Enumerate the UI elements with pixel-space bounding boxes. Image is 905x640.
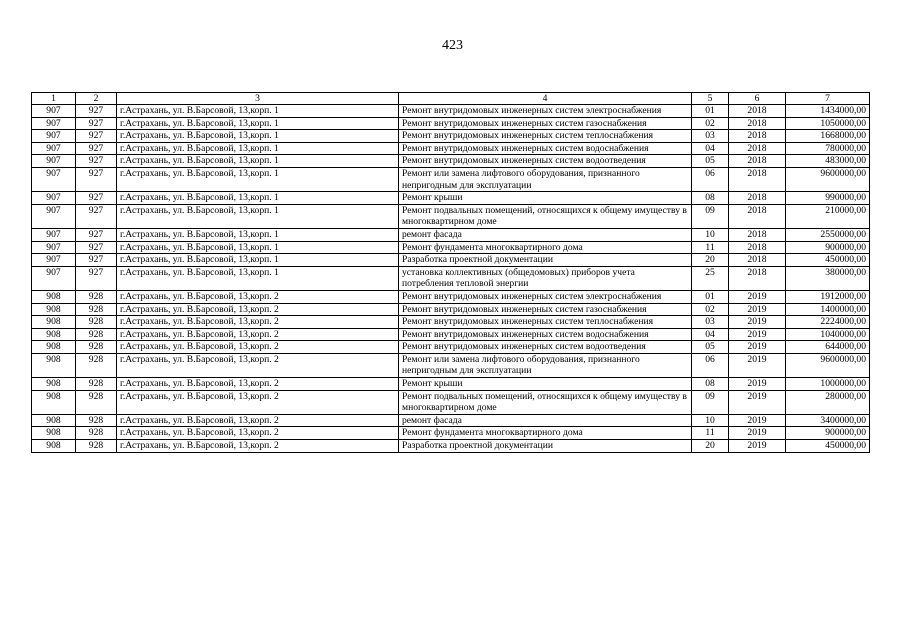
work-code-cell: 08 [692,192,729,205]
row-number-cell: 907 [32,192,76,205]
work-type-cell: Ремонт фундамента многоквартирного дома [399,241,692,254]
address-cell: г.Астрахань, ул. В.Барсовой, 13,корп. 1 [117,167,399,191]
row-number-cell: 907 [32,105,76,118]
address-cell: г.Астрахань, ул. В.Барсовой, 13,корп. 1 [117,142,399,155]
house-id-cell: 927 [76,155,117,168]
row-number-cell: 907 [32,142,76,155]
table-row [32,241,870,254]
work-code-cell: 02 [692,303,729,316]
table-row [32,192,870,205]
work-code-cell: 10 [692,414,729,427]
address-cell: г.Астрахань, ул. В.Барсовой, 13,корп. 2 [117,414,399,427]
cost-cell: 9600000,00 [786,353,870,377]
year-cell: 2019 [729,290,786,303]
cost-cell: 483000,00 [786,155,870,168]
work-code-cell: 06 [692,353,729,377]
address-cell: г.Астрахань, ул. В.Барсовой, 13,корп. 2 [117,316,399,329]
work-type-cell: Ремонт или замена лифтового оборудования, признанного непригодным для эксплуатации [399,167,692,191]
cost-cell: 1668000,00 [786,130,870,143]
table-row [32,142,870,155]
row-number-cell: 908 [32,414,76,427]
table-row [32,316,870,329]
table-row [32,254,870,267]
table-row [32,204,870,228]
column-header: 5 [692,93,729,105]
year-cell: 2018 [729,204,786,228]
row-number-cell: 907 [32,228,76,241]
cost-cell: 280000,00 [786,390,870,414]
cost-cell: 450000,00 [786,254,870,267]
column-header: 6 [729,93,786,105]
work-code-cell: 05 [692,155,729,168]
work-type-cell: Ремонт внутридомовых инженерных систем газоснабжения [399,303,692,316]
work-type-cell: ремонт фасада [399,228,692,241]
year-cell: 2019 [729,341,786,354]
work-code-cell: 09 [692,390,729,414]
year-cell: 2018 [729,142,786,155]
row-number-cell: 908 [32,427,76,440]
cost-cell: 9600000,00 [786,167,870,191]
cost-cell: 900000,00 [786,427,870,440]
row-number-cell: 908 [32,378,76,391]
table-row [32,228,870,241]
year-cell: 2018 [729,130,786,143]
address-cell: г.Астрахань, ул. В.Барсовой, 13,корп. 1 [117,241,399,254]
year-cell: 2019 [729,427,786,440]
works-table [31,92,870,453]
work-code-cell: 09 [692,204,729,228]
row-number-cell: 908 [32,328,76,341]
row-number-cell: 908 [32,341,76,354]
work-type-cell: Ремонт внутридомовых инженерных систем водоотведения [399,155,692,168]
house-id-cell: 928 [76,390,117,414]
house-id-cell: 928 [76,303,117,316]
address-cell: г.Астрахань, ул. В.Барсовой, 13,корп. 1 [117,192,399,205]
work-type-cell: Ремонт подвальных помещений, относящихся к общему имуществу в многоквартирном доме [399,390,692,414]
house-id-cell: 927 [76,192,117,205]
table-row [32,390,870,414]
work-code-cell: 04 [692,328,729,341]
house-id-cell: 927 [76,117,117,130]
work-code-cell: 06 [692,167,729,191]
work-code-cell: 03 [692,130,729,143]
cost-cell: 990000,00 [786,192,870,205]
year-cell: 2019 [729,414,786,427]
cost-cell: 780000,00 [786,142,870,155]
row-number-cell: 908 [32,316,76,329]
year-cell: 2018 [729,167,786,191]
table-row [32,266,870,290]
row-number-cell: 908 [32,303,76,316]
row-number-cell: 907 [32,130,76,143]
work-type-cell: Ремонт внутридомовых инженерных систем водоснабжения [399,142,692,155]
cost-cell: 2224000,00 [786,316,870,329]
row-number-cell: 908 [32,390,76,414]
work-type-cell: установка коллективных (общедомовых) приборов учета потребления тепловой энергии [399,266,692,290]
cost-cell: 1434000,00 [786,105,870,118]
column-header: 3 [117,93,399,105]
table-body [32,105,870,453]
work-type-cell: Разработка проектной документации [399,440,692,453]
house-id-cell: 927 [76,204,117,228]
house-id-cell: 927 [76,266,117,290]
house-id-cell: 927 [76,241,117,254]
work-code-cell: 05 [692,341,729,354]
year-cell: 2019 [729,440,786,453]
work-type-cell: Ремонт внутридомовых инженерных систем водоотведения [399,341,692,354]
row-number-cell: 907 [32,167,76,191]
address-cell: г.Астрахань, ул. В.Барсовой, 13,корп. 1 [117,117,399,130]
cost-cell: 1912000,00 [786,290,870,303]
house-id-cell: 927 [76,130,117,143]
table-row [32,155,870,168]
row-number-cell: 907 [32,155,76,168]
year-cell: 2018 [729,241,786,254]
cost-cell: 380000,00 [786,266,870,290]
house-id-cell: 928 [76,427,117,440]
house-id-cell: 928 [76,290,117,303]
address-cell: г.Астрахань, ул. В.Барсовой, 13,корп. 2 [117,427,399,440]
year-cell: 2018 [729,192,786,205]
work-code-cell: 25 [692,266,729,290]
address-cell: г.Астрахань, ул. В.Барсовой, 13,корп. 1 [117,266,399,290]
work-type-cell: Ремонт или замена лифтового оборудования, признанного непригодным для эксплуатации [399,353,692,377]
house-id-cell: 927 [76,167,117,191]
work-code-cell: 02 [692,117,729,130]
house-id-cell: 928 [76,414,117,427]
work-type-cell: Ремонт внутридомовых инженерных систем водоснабжения [399,328,692,341]
house-id-cell: 928 [76,353,117,377]
work-code-cell: 01 [692,290,729,303]
work-type-cell: Ремонт крыши [399,378,692,391]
year-cell: 2019 [729,328,786,341]
year-cell: 2019 [729,378,786,391]
row-number-cell: 907 [32,117,76,130]
address-cell: г.Астрахань, ул. В.Барсовой, 13,корп. 2 [117,440,399,453]
cost-cell: 210000,00 [786,204,870,228]
row-number-cell: 908 [32,353,76,377]
work-type-cell: Ремонт внутридомовых инженерных систем электроснабжения [399,290,692,303]
table-row [32,353,870,377]
address-cell: г.Астрахань, ул. В.Барсовой, 13,корп. 2 [117,378,399,391]
house-id-cell: 927 [76,105,117,118]
house-id-cell: 928 [76,316,117,329]
address-cell: г.Астрахань, ул. В.Барсовой, 13,корп. 2 [117,328,399,341]
work-code-cell: 20 [692,440,729,453]
table-row [32,378,870,391]
house-id-cell: 928 [76,378,117,391]
work-type-cell: Ремонт внутридомовых инженерных систем электроснабжения [399,105,692,118]
house-id-cell: 928 [76,328,117,341]
table-row [32,414,870,427]
house-id-cell: 927 [76,254,117,267]
work-type-cell: Ремонт подвальных помещений, относящихся к общему имуществу в многоквартирном доме [399,204,692,228]
table-row [32,328,870,341]
year-cell: 2018 [729,266,786,290]
work-code-cell: 04 [692,142,729,155]
column-header: 2 [76,93,117,105]
address-cell: г.Астрахань, ул. В.Барсовой, 13,корп. 1 [117,204,399,228]
work-type-cell: Ремонт внутридомовых инженерных систем теплоснабжения [399,130,692,143]
cost-cell: 450000,00 [786,440,870,453]
table-row [32,303,870,316]
table-row [32,427,870,440]
work-code-cell: 11 [692,241,729,254]
year-cell: 2018 [729,117,786,130]
house-id-cell: 928 [76,341,117,354]
cost-cell: 2550000,00 [786,228,870,241]
year-cell: 2018 [729,105,786,118]
table-row [32,440,870,453]
address-cell: г.Астрахань, ул. В.Барсовой, 13,корп. 1 [117,105,399,118]
work-code-cell: 20 [692,254,729,267]
cost-cell: 1040000,00 [786,328,870,341]
table-row [32,167,870,191]
row-number-cell: 907 [32,204,76,228]
address-cell: г.Астрахань, ул. В.Барсовой, 13,корп. 2 [117,353,399,377]
row-number-cell: 908 [32,440,76,453]
table-row [32,290,870,303]
cost-cell: 1000000,00 [786,378,870,391]
house-id-cell: 928 [76,440,117,453]
table-row [32,105,870,118]
address-cell: г.Астрахань, ул. В.Барсовой, 13,корп. 1 [117,254,399,267]
work-type-cell: Разработка проектной документации [399,254,692,267]
year-cell: 2018 [729,228,786,241]
address-cell: г.Астрахань, ул. В.Барсовой, 13,корп. 2 [117,290,399,303]
column-header: 1 [32,93,76,105]
row-number-cell: 908 [32,290,76,303]
table-row [32,341,870,354]
work-type-cell: Ремонт крыши [399,192,692,205]
row-number-cell: 907 [32,254,76,267]
table-header-row [32,93,870,105]
address-cell: г.Астрахань, ул. В.Барсовой, 13,корп. 1 [117,130,399,143]
work-code-cell: 11 [692,427,729,440]
year-cell: 2018 [729,155,786,168]
work-code-cell: 03 [692,316,729,329]
table-row [32,117,870,130]
work-code-cell: 08 [692,378,729,391]
work-type-cell: Ремонт фундамента многоквартирного дома [399,427,692,440]
cost-cell: 900000,00 [786,241,870,254]
address-cell: г.Астрахань, ул. В.Барсовой, 13,корп. 2 [117,341,399,354]
address-cell: г.Астрахань, ул. В.Барсовой, 13,корп. 2 [117,390,399,414]
work-code-cell: 10 [692,228,729,241]
cost-cell: 1400000,00 [786,303,870,316]
work-type-cell: ремонт фасада [399,414,692,427]
table-row [32,130,870,143]
work-type-cell: Ремонт внутридомовых инженерных систем теплоснабжения [399,316,692,329]
address-cell: г.Астрахань, ул. В.Барсовой, 13,корп. 1 [117,228,399,241]
column-header: 7 [786,93,870,105]
year-cell: 2019 [729,353,786,377]
cost-cell: 3400000,00 [786,414,870,427]
year-cell: 2019 [729,303,786,316]
address-cell: г.Астрахань, ул. В.Барсовой, 13,корп. 1 [117,155,399,168]
column-header: 4 [399,93,692,105]
work-type-cell: Ремонт внутридомовых инженерных систем газоснабжения [399,117,692,130]
house-id-cell: 927 [76,228,117,241]
work-code-cell: 01 [692,105,729,118]
year-cell: 2018 [729,254,786,267]
house-id-cell: 927 [76,142,117,155]
row-number-cell: 907 [32,266,76,290]
page-number: 423 [442,38,463,53]
cost-cell: 644000,00 [786,341,870,354]
year-cell: 2019 [729,316,786,329]
row-number-cell: 907 [32,241,76,254]
address-cell: г.Астрахань, ул. В.Барсовой, 13,корп. 2 [117,303,399,316]
cost-cell: 1050000,00 [786,117,870,130]
year-cell: 2019 [729,390,786,414]
